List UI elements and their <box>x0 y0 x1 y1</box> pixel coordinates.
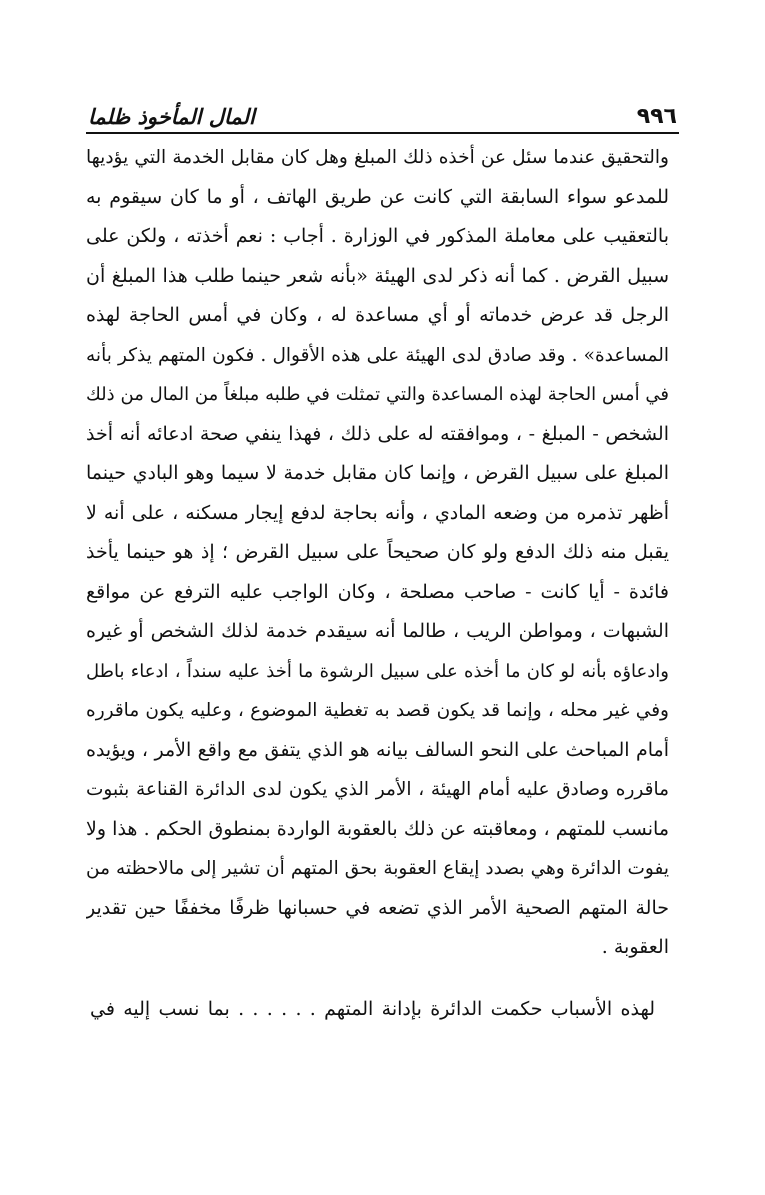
text-line: أمام المباحث على النحو السالف بيانه هو الذي يتفق مع واقع الأمر ، ويؤيده <box>86 738 669 761</box>
paragraph-2 <box>90 990 655 1030</box>
text-line: فائدة - أيا كانت - صاحب مصلحة ، وكان الواجب عليه الترفع عن مواقع <box>86 580 669 603</box>
text-line: والتحقيق عندما سئل عن أخذه ذلك المبلغ وهل كان مقابل الخدمة التي يؤديها <box>86 147 669 168</box>
text-line: أظهر تذمره من وضعه المادي ، وأنه بحاجة لدفع إيجار مسكنه ، على أنه لا <box>86 501 669 524</box>
text-line: الشبهات ، ومواطن الريب ، طالما أنه سيقدم خدمة لذلك الشخص أو غيره <box>86 620 669 642</box>
paragraph-1 <box>86 138 669 968</box>
text-line: يقبل منه ذلك الدفع ولو كان صحيحاً على سبيل القرض ؛ إذ هو حينما يأخذ <box>86 541 669 563</box>
running-title: المال المأخوذ ظلما <box>88 105 255 129</box>
text-line: المساعدة» . وقد صادق لدى الهيئة على هذه الأقوال . فكون المتهم يذكر بأنه <box>86 344 669 366</box>
text-line: يفوت الدائرة وهي بصدد إيقاع العقوبة بحق المتهم أن تشير إلى مالاحظته من <box>86 858 669 879</box>
text-line: الشخص - المبلغ - ، وموافقته له على ذلك ، فهذا ينفي صحة ادعائه أنه أخذ <box>86 422 669 445</box>
text-line: لهذه الأسباب حكمت الدائرة بإدانة المتهم . . . . . . بما نسب إليه في <box>90 998 655 1020</box>
text-line: مانسب للمتهم ، ومعاقبته عن ذلك بالعقوبة الواردة بمنطوق الحكم . هذا ولا <box>86 817 669 840</box>
text-line: في أمس الحاجة لهذه المساعدة والتي تمثلت في طلبه مبلغاً من المال من ذلك <box>86 384 669 405</box>
text-line: الرجل قد عرض خدماته أو أي مساعدة له ، وكان في أمس الحاجة لهذه <box>86 304 669 326</box>
page-header <box>88 88 677 128</box>
text-line: للمدعو سواء السابقة التي كانت عن طريق الهاتف ، أو ما كان سيقوم به <box>86 185 669 208</box>
header-rule <box>86 132 679 134</box>
text-line: وادعاؤه بأنه لو كان ما أخذه على سبيل الرشوة ما أخذ عليه سنداً ، ادعاء باطل <box>86 660 669 682</box>
text-line: حالة المتهم الصحية الأمر الذي تضعه في حسبانها ظرفًا مخففًا حين تقدير <box>86 896 669 919</box>
text-line: وفي غير محله ، وإنما قد يكون قصد به تغطية الموضوع ، وعليه يكون ماقرره <box>86 700 669 721</box>
text-line: سبيل القرض . كما أنه ذكر لدى الهيئة «بأنه شعر حينما طلب هذا المبلغ أن <box>86 264 669 287</box>
text-line: المبلغ على سبيل القرض ، وإنما كان مقابل خدمة لا سيما وهو البادي حينما <box>86 462 669 484</box>
text-line: العقوبة . <box>601 936 669 958</box>
page-number: ٩٩٦ <box>636 104 677 129</box>
text-line: ماقرره وصادق عليه أمام الهيئة ، الأمر الذي يكون لدى الدائرة القناعة بثبوت <box>86 779 669 800</box>
text-line: بالتعقيب على معاملة المذكور في الوزارة . أجاب : نعم أخذته ، ولكن على <box>86 225 669 247</box>
